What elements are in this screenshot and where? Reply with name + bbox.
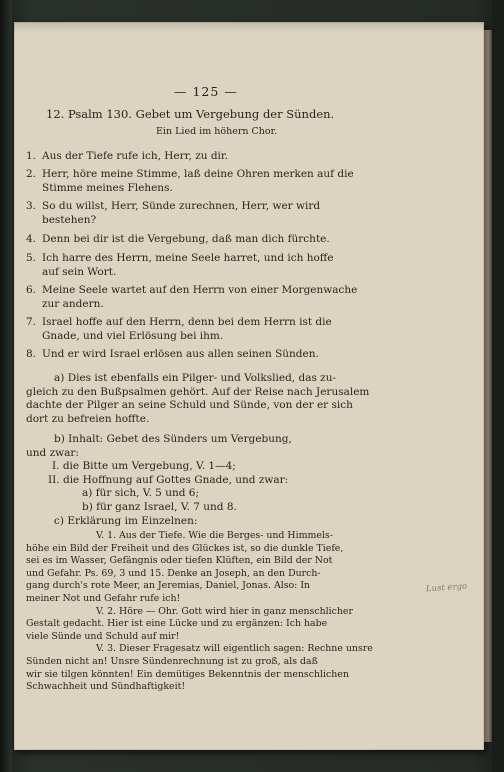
- section-c-intro: c) Erklärung im Einzelnen:: [54, 515, 198, 527]
- verse-text: Meine Seele wartet auf den Herrn von einer Morgenwache: [42, 284, 358, 296]
- scan-border: [492, 0, 504, 772]
- verse-text: zur andern.: [42, 297, 104, 310]
- verse-text: Stimme meines Flehens.: [42, 181, 173, 194]
- section-c-line: viele Sünde und Schuld auf mir!: [26, 630, 180, 642]
- section-c-line: V. 3. Dieser Fragesatz will eigentlich sagen: Rechne unsre: [96, 643, 373, 655]
- section-c: [26, 530, 373, 694]
- book-spine: [0, 0, 12, 772]
- section-a-line: dachte der Pilger an seine Schuld und Sünde, von der er sich: [26, 399, 353, 412]
- section-b-intro: b) Inhalt: Gebet des Sünders um Vergebung,: [54, 433, 292, 445]
- section-c-line: Sünden nicht an! Unsre Sündenrechnung ist zu groß, als daß: [26, 655, 318, 667]
- verse-text: Und er wird Israel erlösen aus allen seinen Sünden.: [42, 348, 319, 360]
- section-c-line: Gestalt gedacht. Hier ist eine Lücke und zu ergänzen: Ich habe: [26, 618, 328, 630]
- verse-number: 1.: [26, 150, 37, 162]
- section-c-line: Schwachheit und Sündhaftigkeit!: [26, 681, 186, 693]
- page-content: [14, 22, 484, 750]
- section-a-line: gleich zu den Bußpsalmen gehört. Auf der Reise nach Jerusalem: [26, 385, 370, 398]
- handwritten-margin-note: Lust ergo: [425, 581, 468, 595]
- verse-1: [26, 150, 228, 164]
- section-c-line: gang durch's rote Meer, an Jeremias, Daniel, Jonas. Also: In: [26, 580, 311, 592]
- verse-4: [26, 233, 330, 247]
- psalm-title: 12. Psalm 130. Gebet um Vergebung der Sünden.: [46, 107, 335, 121]
- verse-3: [26, 200, 320, 227]
- verse-text: auf sein Wort.: [42, 265, 117, 278]
- verse-number: 2.: [26, 168, 37, 180]
- section-a: [26, 372, 369, 426]
- section-c-line: und Gefahr. Ps. 69, 3 und 15. Denke an Joseph, an den Durch-: [26, 567, 321, 579]
- verse-text: So du willst, Herr, Sünde zurechnen, Herr, wer wird: [42, 200, 321, 212]
- verse-text: Ich harre des Herrn, meine Seele harret, und ich hoffe: [42, 252, 334, 264]
- section-c-line: höhe ein Bild der Freiheit und des Glückes ist, so die dunkle Tiefe,: [26, 542, 344, 554]
- section-c-line: V. 2. Höre — Ohr. Gott wird hier in ganz menschlicher: [96, 605, 353, 617]
- section-b-item: a) für sich, V. 5 und 6;: [82, 487, 200, 500]
- section-b-item: I. die Bitte um Vergebung, V. 1—4;: [52, 460, 236, 473]
- verse-text: Israel hoffe auf den Herrn, denn bei dem Herrn ist die: [42, 316, 332, 328]
- verse-8: [26, 348, 319, 362]
- verse-2: [26, 168, 354, 195]
- page-edge: [484, 30, 492, 742]
- section-c-line: sei es im Wasser, Gefängnis oder tiefen Klüften, ein Bild der Not: [26, 555, 333, 567]
- verse-number: 8.: [26, 348, 37, 360]
- page-shadow: [14, 22, 484, 32]
- verse-number: 6.: [26, 284, 37, 296]
- section-a-line: dort zu befreien hoffte.: [26, 412, 150, 425]
- verse-number: 3.: [26, 200, 37, 212]
- verse-number: 7.: [26, 316, 37, 328]
- section-c-line: V. 1. Aus der Tiefe. Wie die Berges- und Himmels-: [96, 530, 333, 541]
- verse-7: [26, 316, 332, 343]
- section-c-line: meiner Not und Gefahr rufe ich!: [26, 592, 181, 604]
- book-page: [14, 22, 484, 750]
- verse-number: 5.: [26, 252, 37, 264]
- section-b-intro: und zwar:: [26, 446, 79, 459]
- verse-text: Herr, höre meine Stimme, laß deine Ohren merken auf die: [42, 168, 354, 180]
- verse-6: [26, 284, 357, 311]
- verse-5: [26, 252, 333, 279]
- verse-number: 4.: [26, 233, 37, 245]
- verse-text: bestehen?: [42, 213, 97, 226]
- page-number: — 125 —: [174, 84, 238, 99]
- section-c-line: wir sie tilgen könnten! Ein demütiges Bekenntnis der menschlichen: [26, 668, 349, 680]
- section-b: [26, 433, 292, 515]
- verse-text: Aus der Tiefe rufe ich, Herr, zu dir.: [42, 150, 229, 162]
- verse-text: Gnade, und viel Erlösung bei ihm.: [42, 329, 224, 342]
- section-a-line: a) Dies ist ebenfalls ein Pilger- und Volkslied, das zu-: [54, 372, 337, 384]
- section-b-item: b) für ganz Israel, V. 7 und 8.: [82, 500, 237, 513]
- section-b-item: II. die Hoffnung auf Gottes Gnade, und zwar:: [48, 473, 289, 486]
- psalm-subtitle: Ein Lied im höhern Chor.: [156, 126, 278, 137]
- verse-text: Denn bei dir ist die Vergebung, daß man dich fürchte.: [42, 233, 330, 245]
